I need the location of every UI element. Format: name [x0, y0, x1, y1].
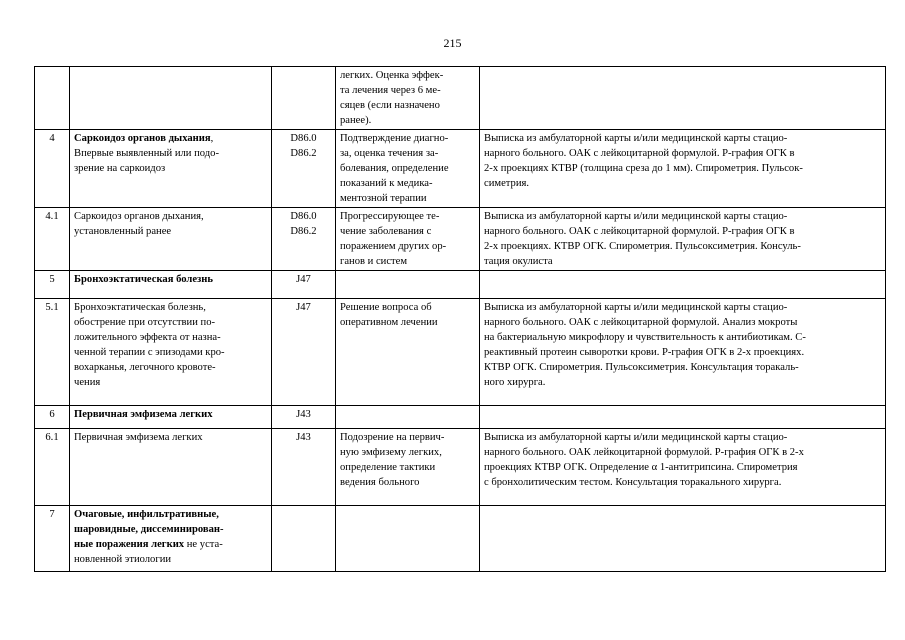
disease-cell — [70, 406, 272, 429]
disease-name: Первичная эмфизема легких — [74, 409, 213, 420]
purpose-cell: Решение вопроса об оперативном лечении — [336, 299, 480, 406]
purpose-cell: Прогрессирующее те- чение заболевания с поражением других ор- ганов и систем — [336, 208, 480, 271]
row-number-cell: 4.1 — [35, 208, 70, 271]
icd-code-cell: J43 — [272, 429, 336, 506]
table-row — [35, 271, 886, 299]
table-row — [35, 506, 886, 572]
disease-name: Очаговые, инфильтративные, шаровидные, диссеминирован- ные поражения легких — [74, 509, 224, 550]
table-row — [35, 208, 886, 271]
examinations-cell — [480, 67, 886, 130]
referral-criteria-table — [34, 66, 886, 572]
row-number-cell: 7 — [35, 506, 70, 572]
table-row — [35, 130, 886, 208]
disease-qualifier: Бронхоэктатическая болезнь, обострение при отсутствии по- ложительного эффекта от назна- ченной терапии с эпизодами кро- вохарканья, легочного кровоте- чения — [74, 302, 225, 388]
row-number-cell: 4 — [35, 130, 70, 208]
disease-name: Бронхоэктатическая болезнь — [74, 274, 214, 285]
examinations-cell: Выписка из амбулаторной карты и/или медицинской карты стацио- нарного больного. ОАК с лейкоцитарной формулой. Р-графия ОГК в 2-х проекциях. КТВР ОГК. Спирометрия. Пульсоксиметрия. Консуль- тация окулиста — [480, 208, 886, 271]
disease-qualifier: не уста- новленной этиологии — [74, 539, 223, 565]
purpose-cell: Подозрение на первич- ную эмфизему легких, определение тактики ведения больного — [336, 429, 480, 506]
examinations-cell — [480, 406, 886, 429]
row-number-cell — [35, 67, 70, 130]
disease-qualifier: Первичная эмфизема легких — [74, 432, 203, 443]
table-row — [35, 406, 886, 429]
row-number-cell: 5 — [35, 271, 70, 299]
page-number: 215 — [443, 36, 462, 50]
purpose-cell — [336, 506, 480, 572]
icd-code-cell — [272, 506, 336, 572]
disease-qualifier: Саркоидоз органов дыхания, установленный ранее — [74, 211, 204, 237]
purpose-cell — [336, 271, 480, 299]
disease-cell — [70, 271, 272, 299]
table-row — [35, 299, 886, 406]
purpose-cell: Подтверждение диагно- за, оценка течения за- болевания, определение показаний к медика- ментозной терапии — [336, 130, 480, 208]
icd-code-cell: D86.0 D86.2 — [272, 208, 336, 271]
examinations-cell: Выписка из амбулаторной карты и/или медицинской карты стацио- нарного больного. ОАК с лейкоцитарной формулой. Р-графия ОГК в 2-х проекциях КТВР (толщина среза до 1 мм). Спирометрия. Пульсок- симетрия. — [480, 130, 886, 208]
icd-code-cell: J47 — [272, 299, 336, 406]
disease-name: Саркоидоз органов дыхания — [74, 133, 211, 144]
icd-code-cell — [272, 67, 336, 130]
row-number-cell: 5.1 — [35, 299, 70, 406]
disease-cell — [70, 299, 272, 406]
icd-code-cell: D86.0 D86.2 — [272, 130, 336, 208]
table-row — [35, 67, 886, 130]
examinations-cell — [480, 506, 886, 572]
row-number-cell: 6 — [35, 406, 70, 429]
disease-cell — [70, 208, 272, 271]
purpose-cell — [336, 406, 480, 429]
disease-qualifier: , Впервые выявленный или подо- зрение на саркоидоз — [74, 133, 219, 174]
disease-cell — [70, 429, 272, 506]
examinations-cell: Выписка из амбулаторной карты и/или медицинской карты стацио- нарного больного. ОАК лейкоцитарной формулой. Р-графия ОГК в 2-х проекциях КТВР ОГК. Определение α 1-антитрипсина. Спирометрия с бронхолитическим тестом. Консультация торакального хирурга. — [480, 429, 886, 506]
examinations-cell: Выписка из амбулаторной карты и/или медицинской карты стацио- нарного больного. ОАК с лейкоцитарной формулой. Анализ мокроты на бактериальную микрофлору и чувствительность к антибиотикам. С- реактивный протеин сыворотки крови. Р-графия ОГК в 2-х проекциях. КТВР ОГК. Спирометрия. Пульсоксиметрия. Консультация торакаль- ного хирурга. — [480, 299, 886, 406]
examinations-cell — [480, 271, 886, 299]
row-number-cell: 6.1 — [35, 429, 70, 506]
disease-cell — [70, 506, 272, 572]
purpose-cell: легких. Оценка эффек- та лечения через 6 ме- сяцев (если назначено ранее). — [336, 67, 480, 130]
disease-cell — [70, 67, 272, 130]
icd-code-cell: J43 — [272, 406, 336, 429]
table-body — [35, 67, 886, 572]
disease-cell — [70, 130, 272, 208]
icd-code-cell: J47 — [272, 271, 336, 299]
table-row — [35, 429, 886, 506]
